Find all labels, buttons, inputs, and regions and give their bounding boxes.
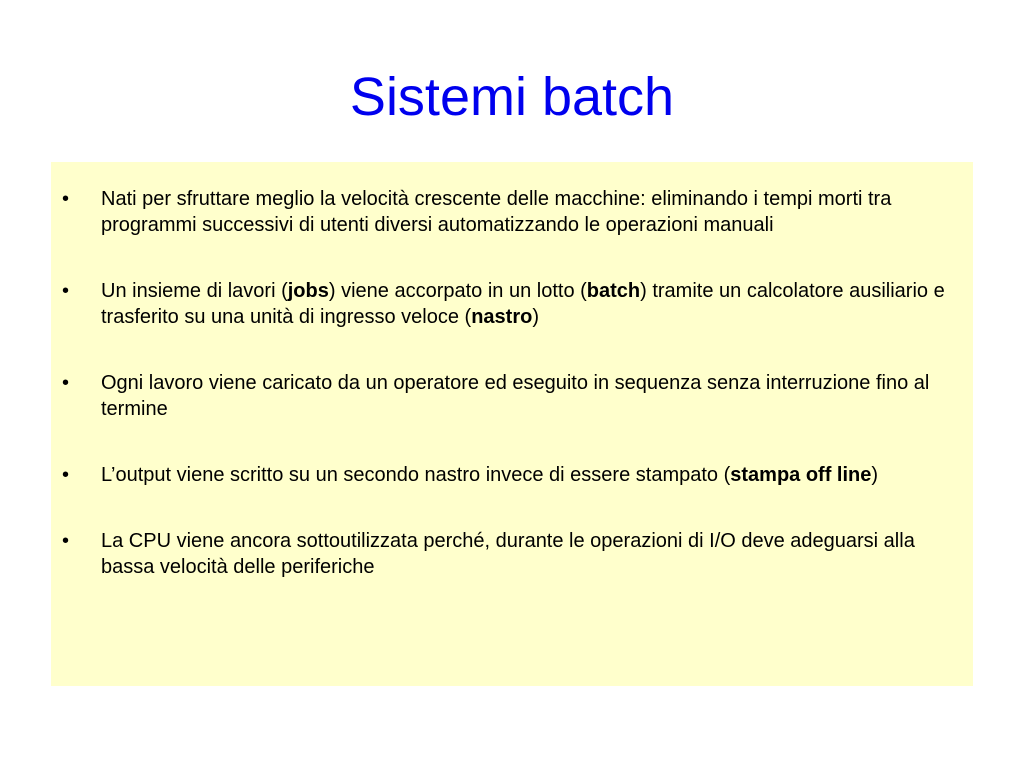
slide-title: Sistemi batch <box>349 67 675 127</box>
bullet-text: L’output viene scritto su un secondo nastro invece di essere stampato ( <box>101 464 731 486</box>
bullet-item <box>51 278 973 330</box>
bullet-text: Un insieme di lavori ( <box>101 280 288 302</box>
bullet-bold-term: nastro <box>471 306 533 328</box>
bullet-bold-term: jobs <box>287 280 329 302</box>
bullet-text: La CPU viene ancora sottoutilizzata perché, durante le operazioni di I/O deve adeguarsi alla bassa velocità delle periferiche <box>101 530 915 578</box>
bullet-item <box>51 462 973 488</box>
bullet-dot-icon: • <box>62 280 70 302</box>
bullet-text: ) <box>871 464 879 486</box>
bullet-bold-term: batch <box>586 280 641 302</box>
bullet-text: Ogni lavoro viene caricato da un operatore ed eseguito in sequenza senza interruzione fino al termine <box>101 372 930 420</box>
bullet-text: Nati per sfruttare meglio la velocità crescente delle macchine: eliminando i tempi morti tra programmi successivi di utenti diversi automatizzando le operazioni manuali <box>101 188 892 236</box>
bullet-text: ) tramite un calcolatore ausiliario e trasferito su una unità di ingresso veloce ( <box>101 280 945 328</box>
bullet-list <box>51 186 973 620</box>
bullet-dot-icon: • <box>62 372 70 394</box>
bullet-text: ) viene accorpato in un lotto ( <box>328 280 587 302</box>
bullet-dot-icon: • <box>62 464 70 486</box>
bullet-item <box>51 186 973 238</box>
bullet-item <box>51 370 973 422</box>
bullet-bold-term: stampa off line <box>730 464 872 486</box>
bullet-item <box>51 528 973 580</box>
content-box <box>51 162 973 686</box>
bullet-text: ) <box>532 306 539 328</box>
bullet-dot-icon: • <box>62 530 70 552</box>
bullet-dot-icon: • <box>62 188 70 210</box>
